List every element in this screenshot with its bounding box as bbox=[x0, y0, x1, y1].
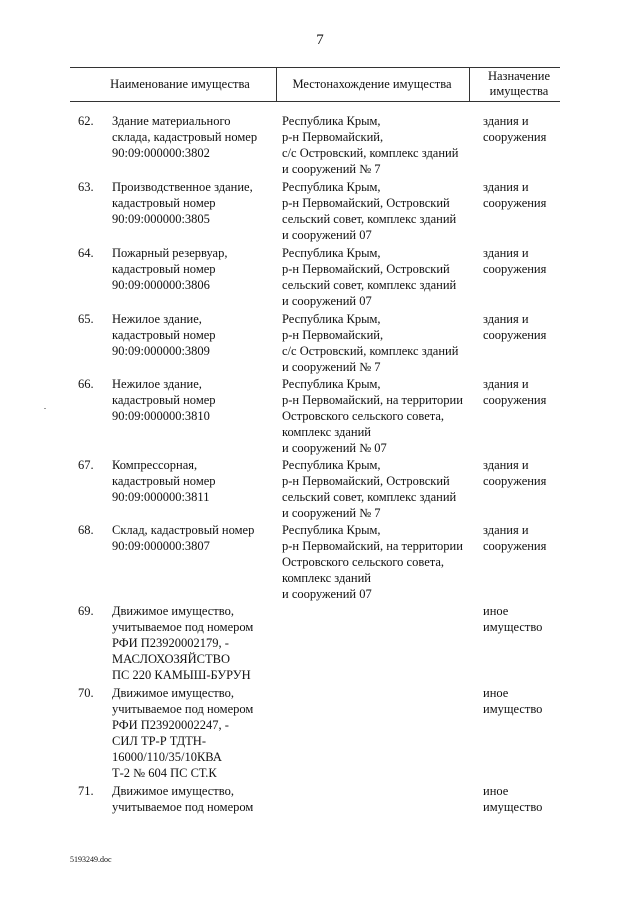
row-location: Республика Крым, р-н Первомайский, с/с Островский, комплекс зданий и сооружений № 7 bbox=[282, 114, 459, 176]
row-location: Республика Крым, р-н Первомайский, Островский сельский совет, комплекс зданий и сооружений 07 bbox=[282, 246, 457, 308]
header-property-name: Наименование имущества bbox=[110, 77, 250, 91]
row-number: 67. bbox=[78, 458, 94, 472]
row-purpose: иное имущество bbox=[483, 686, 543, 716]
row-name: Движимое имущество, учитываемое под номером РФИ П23920002179, - МАСЛОХОЗЯЙСТВО ПС 220 КАМЫШ-БУРУН bbox=[112, 604, 254, 682]
table-header-rule bbox=[70, 101, 560, 102]
row-purpose: иное имущество bbox=[483, 784, 543, 814]
row-location: Республика Крым, р-н Первомайский, Островский сельский совет, комплекс зданий и сооружений 07 bbox=[282, 180, 457, 242]
header-divider bbox=[469, 67, 470, 101]
row-purpose: здания и сооружения bbox=[483, 523, 547, 553]
row-name: Склад, кадастровый номер 90:09:000000:3807 bbox=[112, 523, 255, 553]
table-top-rule bbox=[70, 67, 560, 68]
row-purpose: иное имущество bbox=[483, 604, 543, 634]
row-number: 71. bbox=[78, 784, 94, 798]
row-name: Здание материального склада, кадастровый номер 90:09:000000:3802 bbox=[112, 114, 258, 160]
header-divider bbox=[276, 67, 277, 101]
row-name: Нежилое здание, кадастровый номер 90:09:000000:3809 bbox=[112, 312, 216, 358]
row-purpose: здания и сооружения bbox=[483, 377, 547, 407]
row-name: Пожарный резервуар, кадастровый номер 90:09:000000:3806 bbox=[112, 246, 228, 292]
row-number: 63. bbox=[78, 180, 94, 194]
row-purpose: здания и сооружения bbox=[483, 180, 547, 210]
row-name: Производственное здание, кадастровый номер 90:09:000000:3805 bbox=[112, 180, 253, 226]
header-property-location: Местонахождение имущества bbox=[292, 77, 452, 91]
row-number: 70. bbox=[78, 686, 94, 700]
row-number: 62. bbox=[78, 114, 94, 128]
page-number: 7 bbox=[316, 32, 324, 48]
row-name: Компрессорная, кадастровый номер 90:09:000000:3811 bbox=[112, 458, 216, 504]
header-property-purpose: Назначение имущества bbox=[487, 69, 550, 98]
row-number: 65. bbox=[78, 312, 94, 326]
row-number: 69. bbox=[78, 604, 94, 618]
row-purpose: здания и сооружения bbox=[483, 246, 547, 276]
row-number: 68. bbox=[78, 523, 94, 537]
document-footer: 5193249.doc bbox=[70, 855, 112, 864]
row-location: Республика Крым, р-н Первомайский, на территории Островского сельского совета, комплекс зданий и сооружений 07 bbox=[282, 523, 463, 601]
row-purpose: здания и сооружения bbox=[483, 458, 547, 488]
row-name: Нежилое здание, кадастровый номер 90:09:000000:3810 bbox=[112, 377, 216, 423]
row-name: Движимое имущество, учитываемое под номером РФИ П23920002247, - СИЛ ТР-Р ТДТН- 16000/110/35/10КВА Т-2 № 604 ПС СТ.К bbox=[112, 686, 254, 780]
row-location: Республика Крым, р-н Первомайский, с/с Островский, комплекс зданий и сооружений № 7 bbox=[282, 312, 459, 374]
row-name: Движимое имущество, учитываемое под номером bbox=[112, 784, 254, 814]
row-location: Республика Крым, р-н Первомайский, на территории Островского сельского совета, комплекс зданий и сооружений № 07 bbox=[282, 377, 463, 455]
margin-mark bbox=[44, 408, 46, 409]
row-location: Республика Крым, р-н Первомайский, Островский сельский совет, комплекс зданий и сооружений № 7 bbox=[282, 458, 457, 520]
row-number: 64. bbox=[78, 246, 94, 260]
row-number: 66. bbox=[78, 377, 94, 391]
row-purpose: здания и сооружения bbox=[483, 312, 547, 342]
row-purpose: здания и сооружения bbox=[483, 114, 547, 144]
